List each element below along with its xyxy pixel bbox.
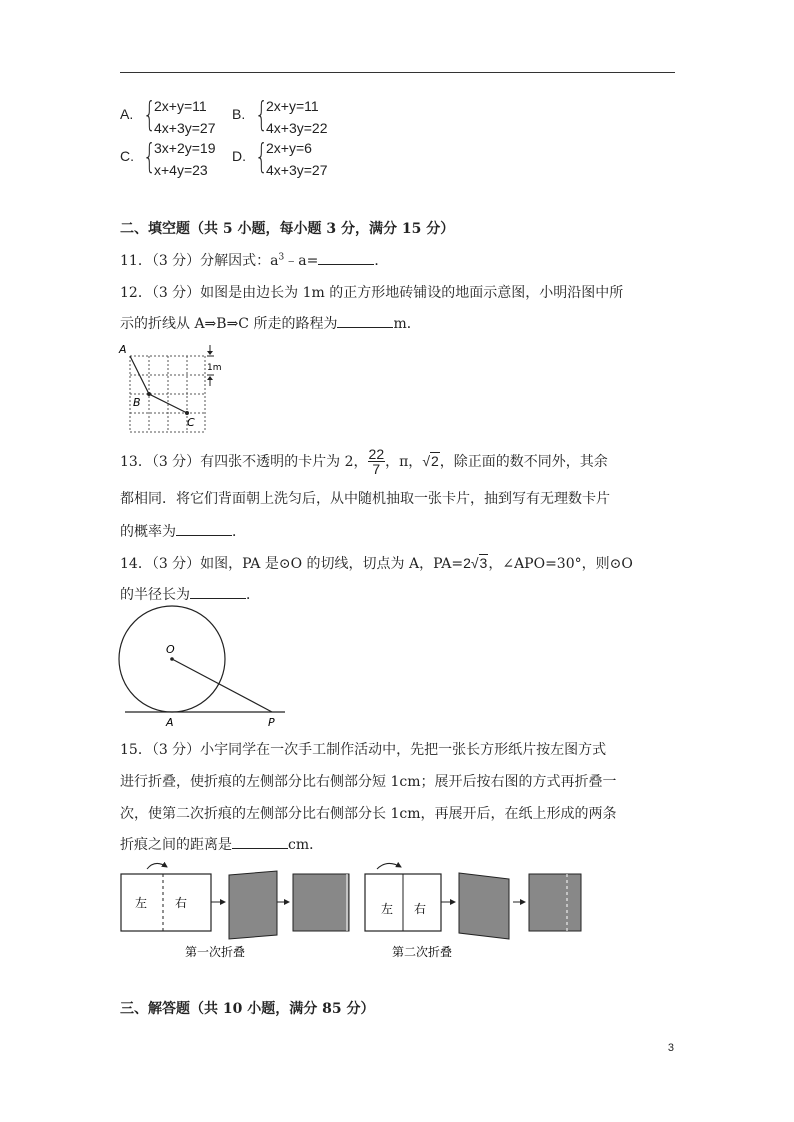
q14-line2-text: 的半径长为	[120, 587, 190, 603]
section-3-title: 三、解答题（共 10 小题，满分 85 分）	[120, 1001, 375, 1017]
q13-line2: 都相同．将它们背面朝上洗匀后，从中随机抽取一张卡片，抽到写有无理数卡片	[120, 491, 610, 507]
brace-c: {	[143, 137, 156, 177]
label-b: B	[133, 396, 141, 409]
option-a-letter: A.	[120, 106, 134, 122]
q14-circle-figure	[115, 605, 290, 730]
q15-folding-figure	[115, 855, 590, 965]
brace-a: {	[143, 95, 156, 135]
q13-line3-text: 的概率为	[120, 524, 176, 540]
option-c-letter: C.	[120, 148, 134, 164]
q15-line3: 次，使第二次折痕的左侧部分比右侧部分长 1cm，再展开后，在纸上形成的两条	[120, 806, 617, 822]
folding-paper-1	[229, 871, 277, 939]
option-b-eq1: 2x+y=11	[266, 98, 319, 114]
page-number: 3	[667, 1042, 674, 1054]
q11-exponent: 3	[278, 252, 285, 263]
segment-op	[172, 659, 272, 712]
brace-b: {	[255, 95, 268, 135]
fold-arrow-2	[377, 863, 401, 869]
q14-radical: 2√3	[463, 555, 488, 571]
q14-sqrt-radicand: 3	[479, 555, 488, 571]
option-d-letter: D.	[232, 148, 246, 164]
q13-line1-text: 13．（3 分）有四张不透明的卡片为 2，	[120, 454, 368, 470]
folding-paper-2	[459, 873, 509, 939]
option-a-system	[154, 95, 216, 139]
caption-1: 第一次折叠	[185, 945, 246, 959]
q13-line3	[120, 521, 246, 541]
q15-line4-end: cm．	[288, 837, 324, 853]
fold-arrow-1	[147, 863, 167, 869]
point-b	[147, 392, 151, 396]
option-c-eq2: x+4y=23	[154, 162, 208, 178]
brace-d: {	[255, 137, 268, 177]
dim-arrowhead-top	[207, 351, 213, 355]
q15-answer-blank[interactable]	[232, 834, 288, 849]
option-c-eq1: 3x+2y=19	[154, 140, 216, 156]
q13-line1	[120, 446, 608, 476]
q11-prefix: 11．（3 分）分解因式：a	[120, 253, 279, 269]
q14-answer-blank[interactable]	[190, 584, 246, 599]
q13-sqrt: √2	[422, 453, 439, 469]
fraction-denominator: 7	[372, 460, 381, 477]
q13-line1-end: ，除正面的数不同外，其余	[439, 454, 608, 470]
option-d-system	[266, 137, 328, 181]
q15-line4-text: 折痕之间的距离是	[120, 837, 232, 853]
q13-line1-mid: ，π，	[385, 454, 423, 470]
q14-line1	[120, 553, 633, 573]
q14-line1-text: 14．（3 分）如图，PA 是⊙O 的切线，切点为 A，PA=	[120, 556, 464, 572]
q15-line1: 15．（3 分）小宇同学在一次手工制作活动中，先把一张长方形纸片按左图方式	[120, 742, 607, 758]
q12-line2-end: m．	[393, 316, 421, 332]
q11-end: ．	[374, 253, 389, 269]
q13-answer-blank[interactable]	[176, 521, 232, 536]
dim-arrowhead-bottom	[207, 376, 213, 380]
option-b-eq2: 4x+3y=22	[266, 120, 328, 136]
q12-line2	[120, 313, 421, 333]
option-a-eq1: 2x+y=11	[154, 98, 207, 114]
label-left-1: 左	[135, 896, 148, 910]
q14-line1-end: ，∠APO=30°，则⊙O	[488, 556, 633, 572]
q14-line2	[120, 584, 260, 604]
center-o	[170, 657, 174, 661]
label-a: A	[119, 343, 127, 356]
label-c: C	[187, 416, 195, 429]
q12-grid-figure	[115, 340, 225, 438]
q13-sqrt-radicand: 2	[431, 453, 439, 469]
label-right-1: 右	[175, 896, 188, 910]
fraction-numerator: 22	[368, 445, 385, 462]
label-1m: 1m	[207, 363, 222, 373]
label-a: A	[166, 716, 174, 729]
q12-line2-text: 示的折线从 A⇒B⇒C 所走的路程为	[120, 316, 338, 332]
q11-answer-blank[interactable]	[318, 250, 374, 265]
q13-fraction	[368, 447, 386, 476]
header-rule	[120, 72, 675, 73]
point-c	[185, 411, 189, 415]
section-2-title: 二、填空题（共 5 小题，每小题 3 分，满分 15 分）	[120, 221, 455, 237]
caption-2: 第二次折叠	[392, 945, 453, 959]
q12-answer-blank[interactable]	[337, 313, 393, 328]
q11-suffix: ﹣a=	[284, 253, 319, 269]
label-p: P	[268, 716, 275, 729]
folded-paper-1	[293, 874, 349, 931]
option-b-letter: B.	[232, 106, 246, 122]
option-c-system	[154, 137, 216, 181]
question-11	[120, 250, 388, 270]
option-d-eq2: 4x+3y=27	[266, 162, 328, 178]
label-right-2: 右	[414, 902, 427, 916]
label-o: O	[166, 643, 175, 656]
q13-line3-end: ．	[232, 524, 246, 540]
q14-line2-end: ．	[246, 587, 260, 603]
option-a-eq2: 4x+3y=27	[154, 120, 216, 136]
option-b-system	[266, 95, 328, 139]
q15-line4	[120, 834, 323, 854]
q15-line2: 进行折叠，使折痕的左侧部分比右侧部分短 1cm；展开后按右图的方式再折叠一	[120, 774, 617, 790]
option-d-eq1: 2x+y=6	[266, 140, 312, 156]
q12-line1: 12．（3 分）如图是由边长为 1m 的正方形地砖铺设的地面示意图，小明沿图中所	[120, 285, 624, 301]
folded-paper-2	[529, 874, 581, 931]
label-left-2: 左	[381, 902, 394, 916]
q14-coef: 2	[463, 555, 471, 571]
